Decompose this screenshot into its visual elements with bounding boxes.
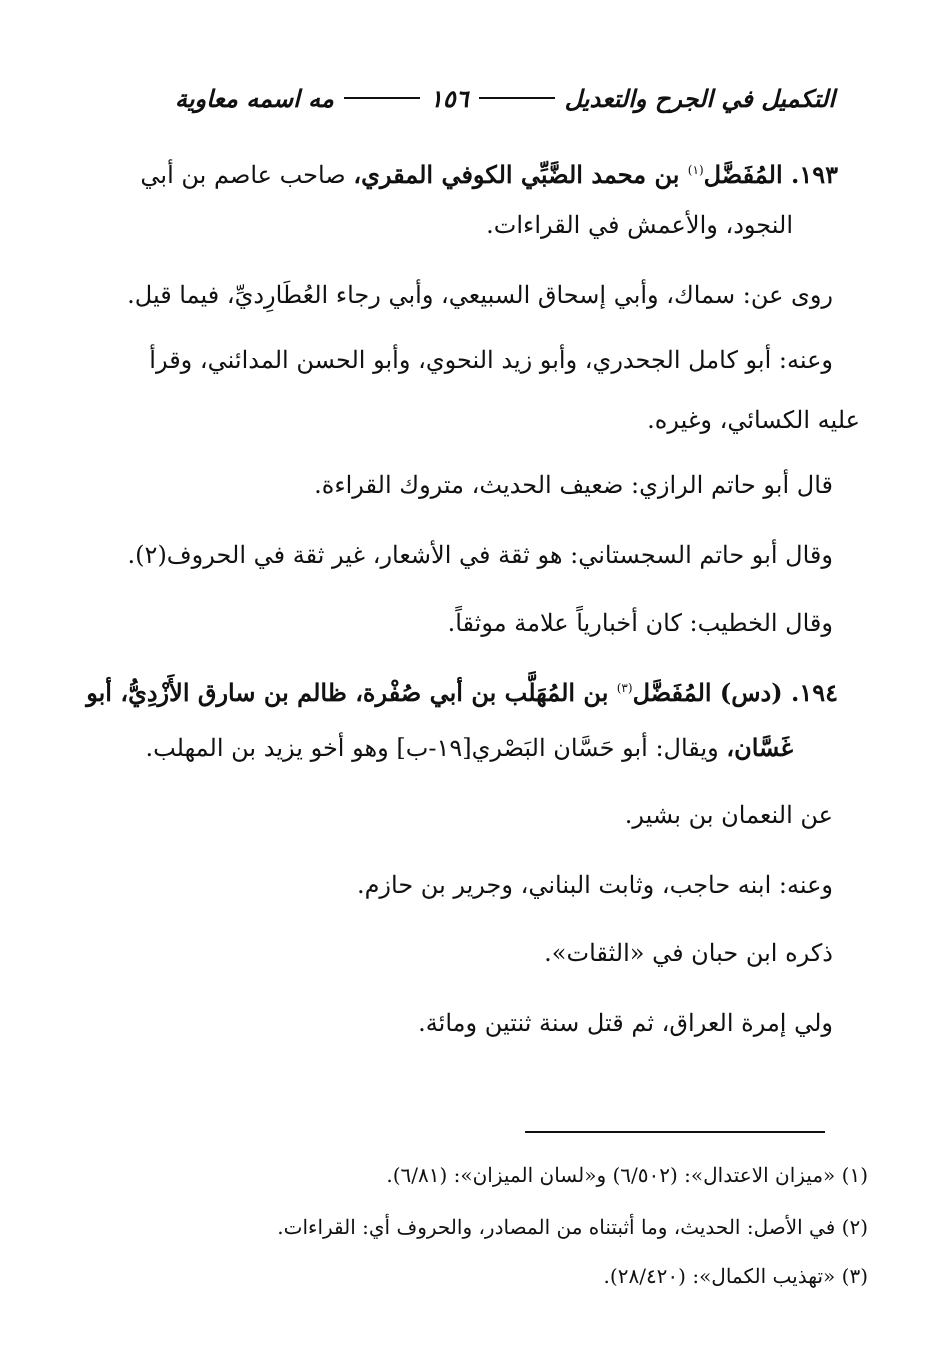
running-header: [175, 78, 835, 118]
footnote: (٣) «تهذيب الكمال»: (٢٨/٤٢٠).: [603, 1264, 868, 1288]
paragraph: قال أبو حاتم الرازي: ضعيف الحديث، متروك القراءة.: [314, 471, 833, 499]
paragraph: وعنه: أبو كامل الجحدري، وأبو زيد النحوي، وأبو الحسن المدائني، وقرأ: [149, 346, 833, 374]
paragraph: عليه الكسائي، وغيره.: [647, 406, 860, 434]
header-title: التكميل في الجرح والتعديل: [564, 83, 835, 113]
header-rule-left: [344, 97, 420, 99]
footnote-ref: (١): [687, 163, 704, 177]
entry-194-line-1: ١٩٤. (دس) المُفَضَّل$^{(٣)}$ بن المُهَلَّب بن أبي صُفْرة، ظالم بن سارق الأَزْدِيُّ، أبو: [86, 678, 838, 707]
entry-number: ١٩٣: [799, 160, 838, 189]
entry-text: صاحب عاصم بن أبي: [140, 161, 354, 189]
paragraph: وقال أبو حاتم السجستاني: هو ثقة في الأشعار، غير ثقة في الحروف(٢).: [127, 541, 833, 569]
entry-name: (دس) المُفَضَّل: [632, 678, 783, 707]
paragraph: وقال الخطيب: كان أخبارياً علامة موثقاً.: [447, 609, 833, 637]
paragraph: وعنه: ابنه حاجب، وثابت البناني، وجرير بن حازم.: [356, 871, 833, 899]
entry-194-line-2: [145, 728, 793, 768]
header-rule-right: [479, 97, 555, 99]
header-section: مه اسمه معاوية: [174, 83, 334, 113]
paragraph: ذكره ابن حبان في «الثقات».: [544, 939, 833, 967]
paragraph: ولي إمرة العراق، ثم قتل سنة ثنتين ومائة.: [418, 1009, 833, 1037]
entry-name-rest: بن محمد الضَّبِّي الكوفي المقري،: [353, 160, 688, 189]
entry-193-line-1: ١٩٣. المُفَضَّل$^{(١)}$ بن محمد الضَّبِّي الكوفي المقري، صاحب عاصم بن أبي: [140, 160, 838, 189]
footnote-separator: [525, 1131, 825, 1133]
footnote-ref: (٣): [616, 681, 633, 695]
entry-name: المُفَضَّل: [703, 160, 783, 189]
paragraph: عن النعمان بن بشير.: [624, 801, 833, 829]
entry-text: ويقال: أبو حَسَّان البَصْري[١٩-ب] وهو أخو يزيد بن المهلب.: [145, 734, 727, 762]
entry-number: ١٩٤: [799, 678, 838, 707]
paragraph: روى عن: سماك، وأبي إسحاق السبيعي، وأبي رجاء العُطَارِديِّ، فيما قيل.: [127, 281, 833, 309]
entry-kunya: غَسَّان،: [726, 733, 793, 762]
footnote: (٢) في الأصل: الحديث، وما أثبتناه من المصادر، والحروف أي: القراءات.: [277, 1215, 868, 1239]
entry-name-rest: بن المُهَلَّب بن أبي صُفْرة، ظالم بن سارق الأَزْدِيُّ، أبو: [86, 678, 617, 707]
entry-193-line-2: النجود، والأعمش في القراءات.: [486, 211, 793, 239]
header-page-number: ١٥٦: [429, 83, 469, 113]
footnote: (١) «ميزان الاعتدال»: (٦/٥٠٢) و«لسان الميزان»: (٦/٨١).: [386, 1163, 868, 1187]
